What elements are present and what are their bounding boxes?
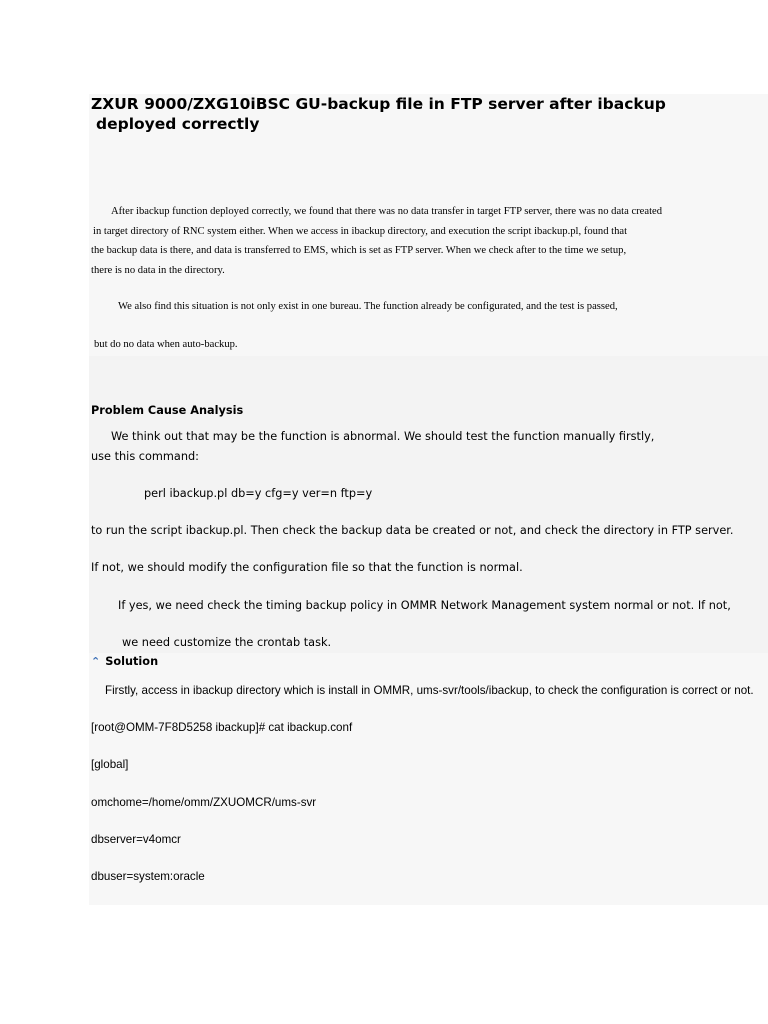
solution-heading: Solution (105, 655, 159, 668)
page-title (91, 94, 731, 134)
intro-paragraph-1 (91, 202, 662, 280)
solution-heading-row[interactable] (91, 655, 158, 668)
config-line-5: dbuser=system:oracle (91, 870, 205, 883)
analysis-heading: Problem Cause Analysis (91, 404, 244, 417)
analysis-line-1: We think out that may be the function is abnormal. We should test the function manually firstly, (111, 430, 655, 443)
analysis-line-4: If not, we should modify the configuration file so that the function is normal. (91, 561, 523, 574)
analysis-line-6: we need customize the crontab task. (122, 636, 332, 649)
analysis-line-2: use this command: (91, 450, 199, 463)
double-chevron-up-icon[interactable]: ⌃ (91, 655, 101, 668)
intro-paragraph-2: We also find this situation is not only exist in one bureau. The function already be configurated, and the test is passed, (118, 301, 618, 312)
intro-line-4: there is no data in the directory. (91, 264, 225, 276)
analysis-line-3: to run the script ibackup.pl. Then check the backup data be created or not, and check the directory in FTP server. (91, 524, 734, 537)
analysis-line-5: If yes, we need check the timing backup policy in OMMR Network Management system normal or not. If not, (118, 599, 731, 612)
intro-line-1: After ibackup function deployed correctly, we found that there was no data transfer in target FTP server, there was no data created (111, 206, 663, 217)
config-line-4: dbserver=v4omcr (91, 833, 181, 846)
page-title-line-2: deployed correctly (96, 115, 260, 133)
config-line-1: [root@OMM-7F8D5258 ibackup]# cat ibackup.conf (91, 721, 353, 734)
config-line-3: omchome=/home/omm/ZXUOMCR/ums-svr (91, 796, 317, 809)
page-title-line-1: ZXUR 9000/ZXG10iBSC GU-backup file in FTP server after ibackup (91, 95, 666, 113)
intro-paragraph-3: but do no data when auto-backup. (94, 339, 238, 350)
solution-line-1: Firstly, access in ibackup directory which is install in OMMR, ums-svr/tools/ibackup, to check the configuration is correct or not. (105, 684, 754, 697)
config-line-2: [global] (91, 758, 129, 771)
intro-line-2: in target directory of RNC system either. When we access in ibackup directory, and execution the script ibackup.pl, found that (93, 225, 628, 237)
analysis-command: perl ibackup.pl db=y cfg=y ver=n ftp=y (144, 487, 373, 500)
intro-line-3: the backup data is there, and data is transferred to EMS, which is set as FTP server. When we check after to the time we setup, (91, 245, 627, 256)
